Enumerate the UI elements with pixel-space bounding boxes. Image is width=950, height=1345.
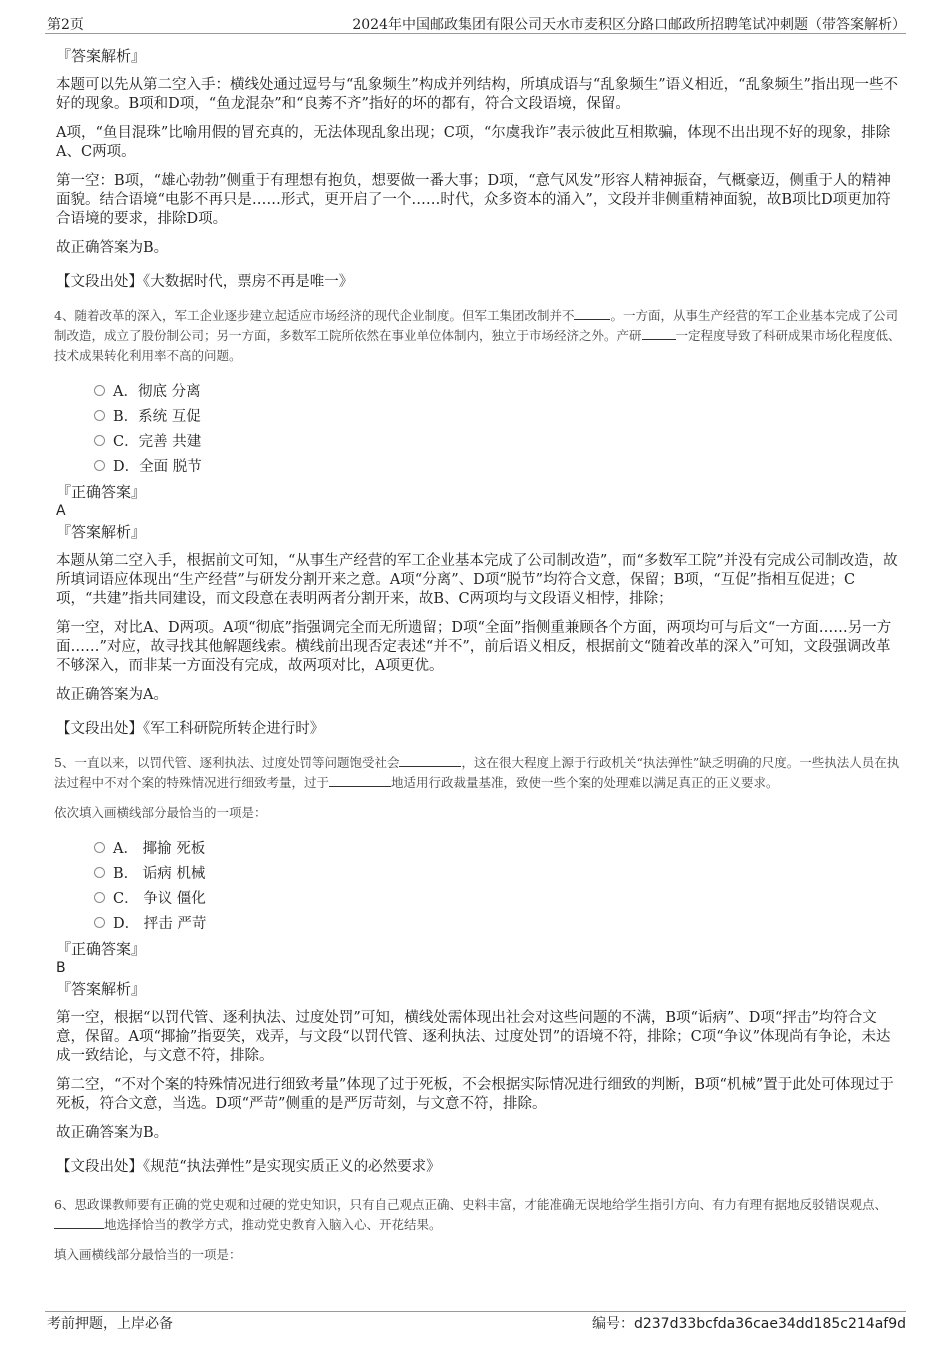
radio-icon[interactable] (94, 867, 105, 878)
document-body (54, 40, 902, 1265)
q4-analysis-p3: 故正确答案为A。 (56, 687, 168, 703)
q5-instruction: 依次填入画横线部分最恰当的一项是： (54, 805, 267, 820)
q4-source: 【文段出处】《军工科研院所转企进行时》 (56, 721, 325, 737)
header-divider (45, 33, 906, 34)
footer-slogan: 考前押题，上岸必备 (47, 1316, 173, 1332)
answer-blank (642, 327, 676, 340)
q3-analysis-p4: 故正确答案为B。 (56, 240, 169, 256)
q4-analysis-p2: 第一空，对比A、D两项。A项“彻底”指强调完全而无所遗留；D项“全面”指侧重兼顾各个方面，两项均可与后文“一方面……另一方面……”对应，故寻找其他解题线索。横线前出现否定表述“并不”，前后语义相反，根据前文“随着改革的深入”可知，文段强调改革不够深入，而非某一方面没有完成，故两项对比，A项更优。 (56, 620, 892, 674)
q4-option-a[interactable]: A．彻底 分离 (94, 378, 902, 403)
q6-instruction: 填入画横线部分最恰当的一项是： (54, 1247, 242, 1262)
q3-analysis-label: 『答案解析』 (56, 47, 147, 65)
radio-icon[interactable] (94, 917, 105, 928)
radio-icon[interactable] (94, 460, 105, 471)
answer-blank (399, 754, 461, 767)
radio-icon[interactable] (94, 435, 105, 446)
q3-source: 【文段出处】《大数据时代，票房不再是唯一》 (56, 274, 354, 290)
radio-icon[interactable] (94, 842, 105, 853)
q4-option-d[interactable]: D．全面 脱节 (94, 453, 902, 478)
q3-analysis-p1: 本题可以先从第二空入手：横线处通过逗号与“乱象频生”构成并列结构，所填成语与“乱象频生”语义相近，“乱象频生”指出现一些不好的现象。B项和D项，“鱼龙混杂”和“良莠不齐”指好的坏的都有，符合文段语境，保留。 (56, 77, 898, 112)
q5-source: 【文段出处】《规范“执法弹性”是实现实质正义的必然要求》 (56, 1159, 441, 1175)
q4-stem: 4、随着改革的深入，军工企业逐步建立起适应市场经济的现代企业制度。但军工集团改制并不 。一方面，从事生产经营的军工企业基本完成了公司制改造，成立了股份制公司；另一方面，多数军工院所依然在事业单位体制内，独立于市场经济之外。产研 一定程度导致了科研成果市场化程度低、技术成果转化利用率不高的问题。 (54, 308, 901, 363)
q5-option-a[interactable]: A． 揶揄 死板 (94, 835, 902, 860)
q4-option-b[interactable]: B．系统 互促 (94, 403, 902, 428)
page-number: 第2页 (47, 17, 84, 33)
q3-analysis-p3: 第一空：B项，“雄心勃勃”侧重于有理想有抱负，想要做一番大事；D项，“意气风发”形容人精神振奋，气概豪迈，侧重于人的精神面貌。结合语境“电影不再只是……形式，更开启了一个……时代，众多资本的涌入”，文段并非侧重精神面貌，故B项比D项更加符合语境的要求，排除D项。 (56, 173, 891, 227)
q5-option-b[interactable]: B． 诟病 机械 (94, 860, 902, 885)
q5-option-d[interactable]: D． 抨击 严苛 (94, 910, 902, 935)
radio-icon[interactable] (94, 410, 105, 421)
page-footer (0, 1305, 950, 1345)
radio-icon[interactable] (94, 385, 105, 396)
q4-correct-label: 『正确答案』 (56, 483, 147, 501)
footer-divider (45, 1311, 906, 1312)
radio-icon[interactable] (94, 892, 105, 903)
q4-option-c[interactable]: C．完善 共建 (94, 428, 902, 453)
page-header (0, 0, 950, 34)
q4-options (94, 378, 902, 478)
q4-analysis-p1: 本题从第二空入手，根据前文可知，“从事生产经营的军工企业基本完成了公司制改造”，而“多数军工院”并没有完成公司制改造，故所填词语应体现出“生产经营”与研发分割开来之意。A项“分离”、D项“脱节”均符合文意，保留；B项，“互促”指相互促进；C项，“共建”指共同建设，而文段意在表明两者分割开来，故B、C两项均与文段语义相悖，排除； (56, 553, 898, 607)
q4-correct-answer: A (56, 503, 66, 519)
q5-analysis-p3: 故正确答案为B。 (56, 1125, 169, 1141)
q5-correct-label: 『正确答案』 (56, 940, 147, 958)
q5-options (94, 835, 902, 935)
q6-stem: 6、思政课教师要有正确的党史观和过硬的党史知识，只有自己观点正确、史料丰富，才能准确无误地给学生指引方向、有力有理有据地反驳错误观点、地选择恰当的教学方式，推动党史教育入脑入心、开花结果。 (54, 1197, 887, 1232)
answer-blank (574, 307, 610, 320)
q5-correct-answer: B (56, 960, 66, 976)
q5-analysis-p1: 第一空，根据“以罚代管、逐利执法、过度处罚”可知，横线处需体现出社会对这些问题的不满，B项“诟病”、D项“抨击”均符合文意，保留。A项“揶揄”指耍笑，戏弄，与文段“以罚代管、逐利执法、过度处罚”的语境不符，排除；C项“争议”体现尚有争论，未达成一致结论，与文意不符，排除。 (56, 1010, 891, 1064)
q4-analysis-label: 『答案解析』 (56, 523, 147, 541)
q5-option-c[interactable]: C． 争议 僵化 (94, 885, 902, 910)
answer-blank (54, 1216, 104, 1229)
q5-analysis-label: 『答案解析』 (56, 980, 147, 998)
document-title: 2024年中国邮政集团有限公司天水市麦积区分路口邮政所招聘笔试冲刺题（带答案解析） (352, 17, 906, 33)
q5-stem: 5、一直以来，以罚代管、逐利执法、过度处罚等问题饱受社会 ，这在很大程度上源于行政机关“执法弹性”缺乏明确的尺度。一些执法人员在执法过程中不对个案的特殊情况进行细致考量，过于 地适用行政裁量基准，致使一些个案的处理难以满足真正的正义要求。 (54, 755, 900, 790)
q3-analysis-p2: A项，“鱼目混珠”比喻用假的冒充真的，无法体现乱象出现；C项，“尔虞我诈”表示彼此互相欺骗，体现不出出现不好的现象，排除A、C两项。 (56, 125, 891, 160)
document-id: 编号：d237d33bcfda36cae34dd185c214af9d (591, 1316, 906, 1332)
answer-blank (329, 774, 391, 787)
q5-analysis-p2: 第二空，“不对个案的特殊情况进行细致考量”体现了过于死板，不会根据实际情况进行细致的判断，B项“机械”置于此处可体现过于死板，符合文意，当选。D项“严苛”侧重的是严厉苛刻，与文意不符，排除。 (56, 1077, 894, 1112)
